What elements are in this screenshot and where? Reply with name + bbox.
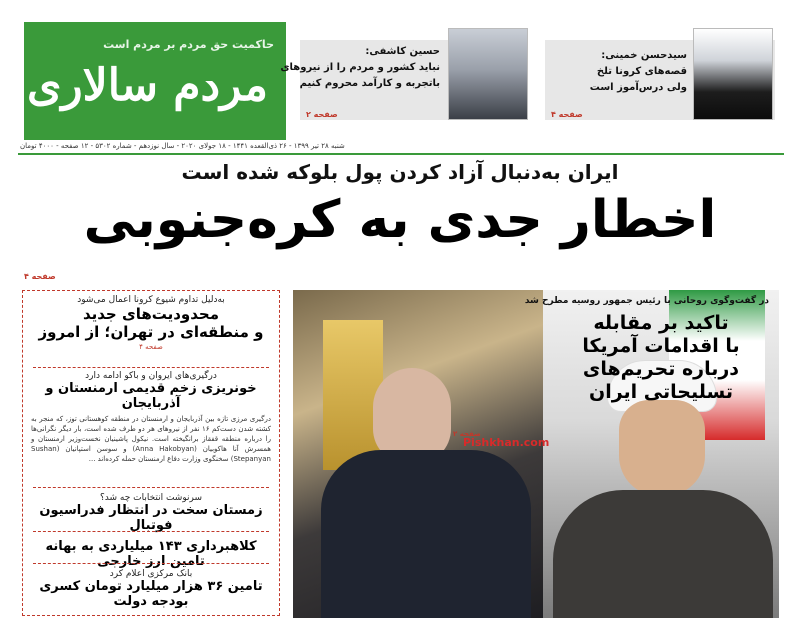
person-robe [553, 490, 773, 618]
teaser-kashefi[interactable] [280, 40, 528, 120]
news-kicker: بانک مرکزی اعلام کرد [109, 569, 193, 579]
news-item-budget-deficit[interactable] [31, 569, 271, 609]
teaser-line: باتجربه و کارآمد محروم کنیم [299, 78, 440, 89]
news-item-currency-fraud[interactable] [31, 539, 271, 569]
news-side-column [22, 290, 280, 616]
news-kicker: سرنوشت انتخابات چه شد؟ [99, 493, 203, 503]
newspaper-name: مردم سالاری [26, 60, 268, 111]
news-title: خونریزی زخم قدیمی ارمنستان و آذربایجان [45, 381, 257, 411]
issue-info: شنبه ۲۸ تیر ۱۳۹۹ - ۲۶ ذی‌القعده ۱۴۴۱ - ۱۸ جولای ۲۰۲۰ - سال نوزدهم - شماره ۵۳۰۲ - ۱۲ صفحه - ۴۰۰۰ تومان [20, 142, 345, 150]
divider [33, 563, 269, 564]
photo-headline-line: با اقدامات آمریکا [582, 335, 740, 357]
news-title: زمستان سخت در انتظار فدراسیون فوتبال [39, 503, 263, 533]
teaser-line: قصه‌های کرونا تلخ [596, 66, 687, 77]
news-kicker: به‌دلیل تداوم شیوع کرونا اعمال می‌شود [77, 295, 225, 305]
headline-page-ref: صفحه ۴ [24, 272, 56, 281]
news-body: درگیری مرزی تازه بین آذربایجان و ارمنستان در منطقه کوهستانی توز، که منجر به کشته شدن دست‌کم ۱۶ نفر از نیروهای هر دو طرف شده است، بار دیگر نگرانی‌ها را درباره منطقه قفقاز برانگیخته است. نیکول پاشینیان نخست‌وزیر ارمنستان و همسرش آنا هاکوبیان (Anna Hakobyan) و سوسن استپانیان (Sushan Stepanyan) سخنگوی وزارت دفاع ارمنستان حمله کرده‌اند ... [31, 415, 271, 463]
teaser-page-ref: صفحه ۴ [551, 110, 583, 119]
lead-headline[interactable]: اخطار جدی به کره‌جنوبی [83, 190, 717, 250]
news-item-armenia-azerbaijan[interactable] [31, 371, 271, 464]
photo-headline-line: درباره تحریم‌های [582, 358, 740, 380]
news-title: تامین ۳۶ هزار میلیارد تومان کسری بودجه دولت [39, 579, 263, 609]
news-item-football-federation[interactable] [31, 493, 271, 533]
masthead-tagline: حاکمیت حق مردم بر مردم است [103, 38, 274, 51]
person-suit [321, 450, 531, 618]
teaser-page-ref: صفحه ۲ [306, 110, 338, 119]
news-title: کلاهبرداری ۱۴۳ میلیاردی به بهانه تامین ارز خارجی [45, 539, 257, 569]
photo-headline-line: تسلیحاتی ایران [589, 381, 733, 403]
teaser-khomeini[interactable] [545, 40, 775, 120]
news-kicker: درگیری‌های ایروان و باکو ادامه دارد [85, 371, 217, 381]
teaser-portrait-photo [448, 28, 528, 120]
newspaper-masthead [24, 22, 286, 140]
news-title: و منطقه‌ای در تهران؛ از امروز [38, 323, 264, 341]
teaser-label: سیدحسن خمینی: [601, 50, 687, 61]
photo-caption: در گفت‌وگوی روحانی با رئیس جمهور روسیه مطرح شد [524, 296, 769, 306]
photo-headline-line: تاکید بر مقابله [593, 312, 729, 334]
issue-date-strip [18, 141, 784, 155]
person-head [619, 400, 705, 496]
news-page-ref: صفحه ۴ [139, 343, 163, 351]
divider [33, 531, 269, 532]
teaser-portrait-photo [693, 28, 773, 120]
news-title: محدودیت‌های جدید [82, 305, 220, 323]
photo-headline [571, 312, 751, 404]
photo-page-ref: صفحه ۲ [453, 430, 481, 438]
divider [33, 367, 269, 368]
divider [33, 487, 269, 488]
pishkhan-watermark: Pishkhan.com [463, 436, 550, 449]
lead-photo[interactable] [293, 290, 779, 618]
teaser-line: نباید کشور و مردم را از نیروهای [280, 62, 440, 73]
photo-putin-phone [293, 290, 543, 618]
teaser-line: ولی درس‌آموز است [589, 82, 687, 93]
news-item-restrictions[interactable] [31, 295, 271, 351]
lead-kicker: ایران به‌دنبال آزاد کردن پول بلوکه شده است [181, 160, 619, 184]
teaser-label: حسین کاشفی: [365, 46, 440, 57]
